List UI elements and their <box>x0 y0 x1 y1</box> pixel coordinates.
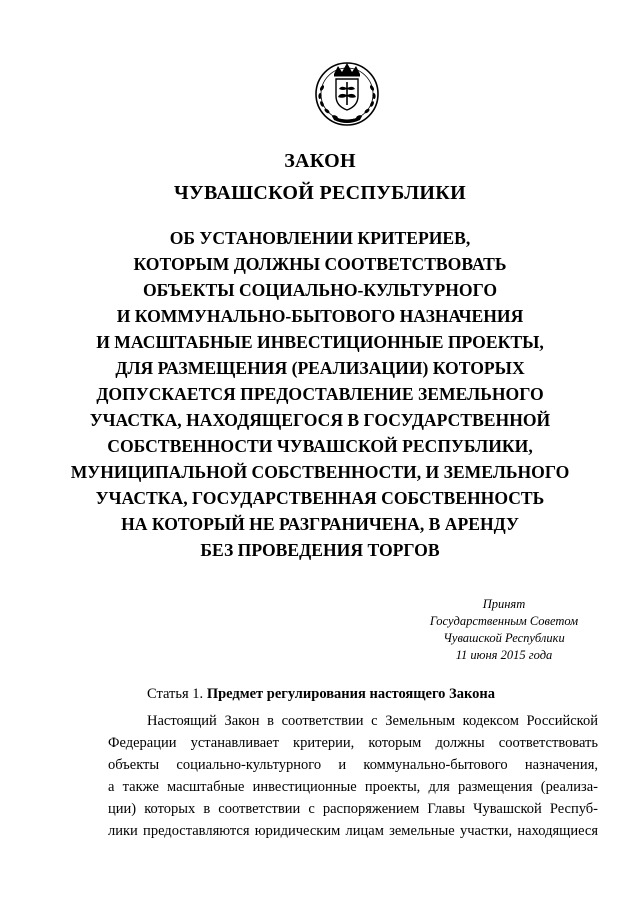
body-line: Федерации устанавливает критерии, которым должны соответствовать <box>108 735 598 751</box>
law-kind-heading: ЗАКОН <box>284 150 356 172</box>
adoption-line: Чувашской Республики <box>443 631 565 645</box>
law-title-line: ДЛЯ РАЗМЕЩЕНИЯ (РЕАЛИЗАЦИИ) КОТОРЫХ <box>115 358 525 378</box>
law-title-line: НА КОТОРЫЙ НЕ РАЗГРАНИЧЕНА, В АРЕНДУ <box>121 514 519 534</box>
law-title <box>40 225 600 563</box>
law-title-line: УЧАСТКА, НАХОДЯЩЕГОСЯ В ГОСУДАРСТВЕННОЙ <box>89 410 551 430</box>
law-title-line: БЕЗ ПРОВЕДЕНИЯ ТОРГОВ <box>200 540 440 560</box>
law-title-line: ОБ УСТАНОВЛЕНИИ КРИТЕРИЕВ, <box>169 228 471 248</box>
law-subject-heading: ЧУВАШСКОЙ РЕСПУБЛИКИ <box>174 182 466 204</box>
law-title-line: И МАСШТАБНЫЕ ИНВЕСТИЦИОННЫЕ ПРОЕКТЫ, <box>96 332 544 352</box>
body-line: лики предоставляются юридическим лицам земельные участки, находящиеся <box>108 823 598 839</box>
article-label: Статья 1. <box>147 686 204 702</box>
body-line: Настоящий Закон в соответствии с Земельным кодексом Российской <box>147 713 598 729</box>
law-title-line: ДОПУСКАЕТСЯ ПРЕДОСТАВЛЕНИЕ ЗЕМЕЛЬНОГО <box>96 384 544 404</box>
adoption-date: 11 июня 2015 года <box>455 648 553 662</box>
law-title-line: КОТОРЫМ ДОЛЖНЫ СООТВЕТСТВОВАТЬ <box>133 254 507 274</box>
body-line: ции) которых в соответствии с распоряжением Главы Чувашской Респуб- <box>108 801 598 817</box>
article-body <box>108 710 598 842</box>
adoption-note <box>420 596 588 664</box>
law-title-line: СОБСТВЕННОСТИ ЧУВАШСКОЙ РЕСПУБЛИКИ, <box>107 436 533 456</box>
adoption-line: Государственным Советом <box>429 614 579 628</box>
law-title-line: МУНИЦИПАЛЬНОЙ СОБСТВЕННОСТИ, И ЗЕМЕЛЬНОГО <box>70 462 570 482</box>
article-title: Предмет регулирования настоящего Закона <box>206 686 495 702</box>
article-heading <box>147 686 495 703</box>
law-title-line: И КОММУНАЛЬНО-БЫТОВОГО НАЗНАЧЕНИЯ <box>116 306 524 326</box>
body-line: а также масштабные инвестиционные проекты, для размещения (реализа- <box>108 779 598 795</box>
adoption-line: Принят <box>482 597 526 611</box>
law-title-line: УЧАСТКА, ГОСУДАРСТВЕННАЯ СОБСТВЕННОСТЬ <box>95 488 545 508</box>
body-line: объекты социально-культурного и коммунально-бытового назначения, <box>108 757 598 773</box>
chuvash-republic-coat-of-arms-icon <box>312 58 382 128</box>
law-title-line: ОБЪЕКТЫ СОЦИАЛЬНО-КУЛЬТУРНОГО <box>142 280 498 300</box>
